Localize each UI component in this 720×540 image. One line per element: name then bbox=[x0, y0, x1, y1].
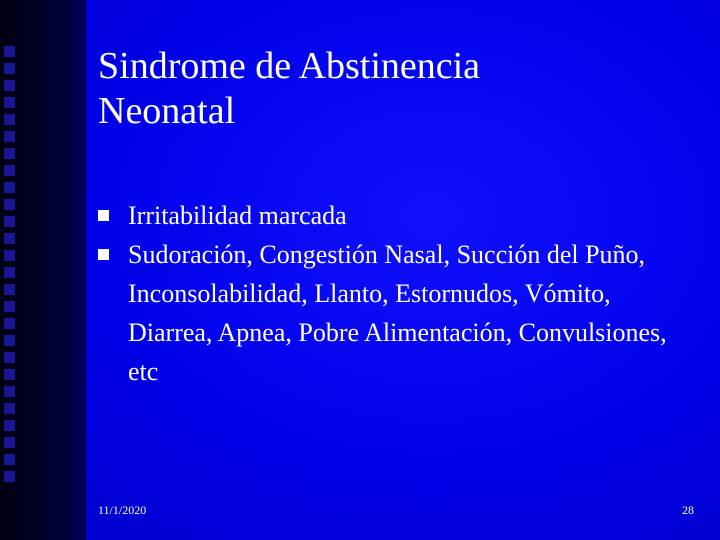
footer-date: 11/1/2020 bbox=[98, 503, 147, 517]
square-bullet-icon bbox=[98, 249, 109, 260]
left-decorative-band bbox=[0, 0, 86, 540]
bullet-item bbox=[98, 196, 698, 235]
slide-title bbox=[98, 44, 698, 134]
title-line-2: Neonatal bbox=[98, 90, 236, 132]
decorative-squares bbox=[4, 46, 20, 496]
bullet-text: Irritabilidad marcada bbox=[128, 201, 347, 230]
page-number: 28 bbox=[682, 503, 694, 517]
title-line-1: Sindrome de Abstinencia bbox=[98, 45, 481, 87]
bullet-list bbox=[98, 196, 698, 391]
bullet-item bbox=[98, 235, 698, 391]
bullet-text: Sudoración, Congestión Nasal, Succión del Puño, Inconsolabilidad, Llanto, Estornudos, Vómito, Diarrea, Apnea, Pobre Alimentación, Convulsiones, etc bbox=[128, 240, 667, 386]
square-bullet-icon bbox=[98, 210, 109, 221]
